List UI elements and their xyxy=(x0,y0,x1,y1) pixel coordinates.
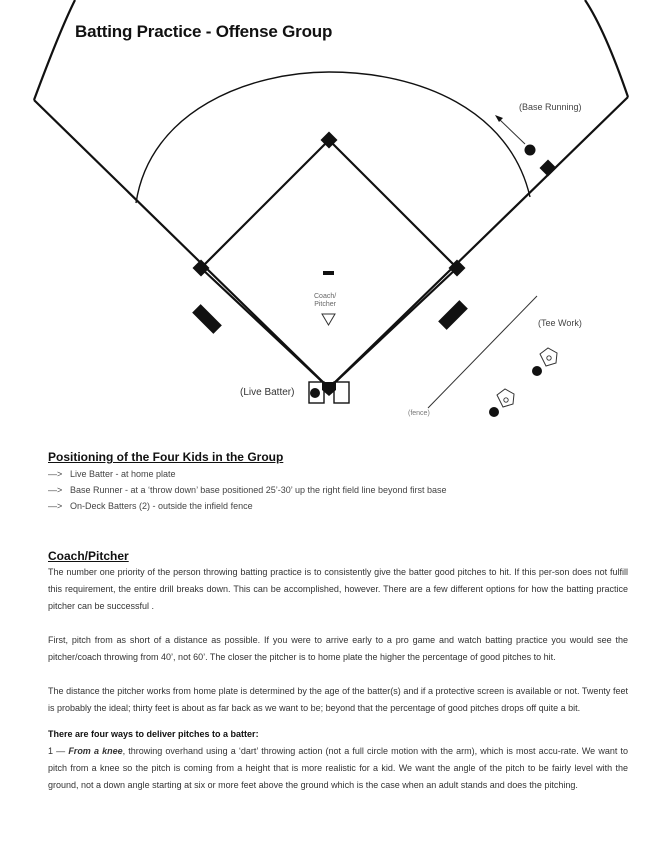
right-batter-box xyxy=(334,382,349,403)
way-item xyxy=(48,743,628,794)
field-svg xyxy=(0,0,670,430)
page-title: Batting Practice - Offense Group xyxy=(75,22,333,41)
paragraph: The distance the pitcher works from home plate is determined by the age of the batter(s) and if a protective screen is available or not. Twenty feet is probably the ideal; thirty feet is about as far back as we want to be; beyond that the percentage of good pitches drops off quite a bit. xyxy=(48,686,628,713)
left-foul-line xyxy=(34,100,329,388)
list-item xyxy=(48,482,628,498)
arrow-icon: —> xyxy=(48,501,63,511)
coach-pitcher-heading: Coach/Pitcher xyxy=(48,549,129,563)
way-text: , throwing overhand using a ‘dart’ throwing action (not a full circle motion with the arm), which is most accu-rate. We want to pitch from a knee so the pitch is coming from a height that is more realistic for a kid. We want the angle of the pitch to be fairly level with the ground, not a down angle starting at six or more feet above the ground which is the case when an adult stands and does the pitching. xyxy=(48,746,628,790)
list-item xyxy=(48,498,628,514)
arrow-icon: —> xyxy=(48,485,63,495)
tee-plate-icon xyxy=(540,348,557,366)
base-paths xyxy=(201,140,457,388)
way-number: 1 — xyxy=(48,746,66,756)
coach-pitcher-label-line1: Coach/ xyxy=(314,293,337,300)
ways-heading: There are four ways to deliver pitches to a batter: xyxy=(48,729,259,739)
paragraph: First, pitch from as short of a distance as possible. If you were to arrive early to a pro game and watch batting practice you would see the pitcher/coach throwing from 40’, not 60’. The closer the pitcher is to home plate the higher the percentage of good pitches to hit. xyxy=(48,635,628,662)
tee-work-label: (Tee Work) xyxy=(538,318,582,328)
list-item-text: On-Deck Batters (2) - outside the infield fence xyxy=(70,501,253,511)
coach-pitcher-label xyxy=(314,293,336,309)
list-item xyxy=(48,466,628,482)
live-batter-icon xyxy=(310,388,320,398)
list-item-text: Live Batter - at home plate xyxy=(70,469,176,479)
coach-pitcher-triangle-icon xyxy=(322,314,335,325)
pitching-rubber-icon xyxy=(323,271,334,275)
positioning-list xyxy=(48,466,628,514)
left-dugout-bar xyxy=(192,304,222,334)
coach-pitcher-section xyxy=(48,549,628,794)
arrow-icon: —> xyxy=(48,469,63,479)
baseball-field-diagram xyxy=(0,0,670,430)
right-foul-line xyxy=(329,97,628,388)
throw-down-base-icon xyxy=(540,160,557,177)
fence-label: (fence) xyxy=(408,410,430,417)
base-runner-icon xyxy=(525,145,536,156)
right-dugout-bar xyxy=(438,300,468,330)
arrowhead-icon xyxy=(495,115,503,122)
outfield-fence xyxy=(34,0,628,100)
positioning-heading: Positioning of the Four Kids in the Group xyxy=(48,450,284,464)
way-keyword: From a knee xyxy=(68,746,123,756)
paragraph: The number one priority of the person throwing batting practice is to consistently give the batter good pitches to hit. If this per-son does not fulfill this requirement, the entire drill breaks down. This can be accomplished, however. There are a few different options for how the batting practice pitcher can be successful . xyxy=(48,567,628,611)
infield-fence-line xyxy=(428,296,537,408)
on-deck-batter-icon xyxy=(489,407,499,417)
on-deck-batter-icon xyxy=(532,366,542,376)
live-batter-label: (Live Batter) xyxy=(240,387,295,398)
positioning-section xyxy=(48,450,628,514)
coach-pitcher-label-line2: Pitcher xyxy=(314,301,336,308)
list-item-text: Base Runner - at a ‘throw down’ base positioned 25’-30’ up the right field line beyond first base xyxy=(70,485,447,495)
base-running-label: (Base Running) xyxy=(519,102,582,112)
